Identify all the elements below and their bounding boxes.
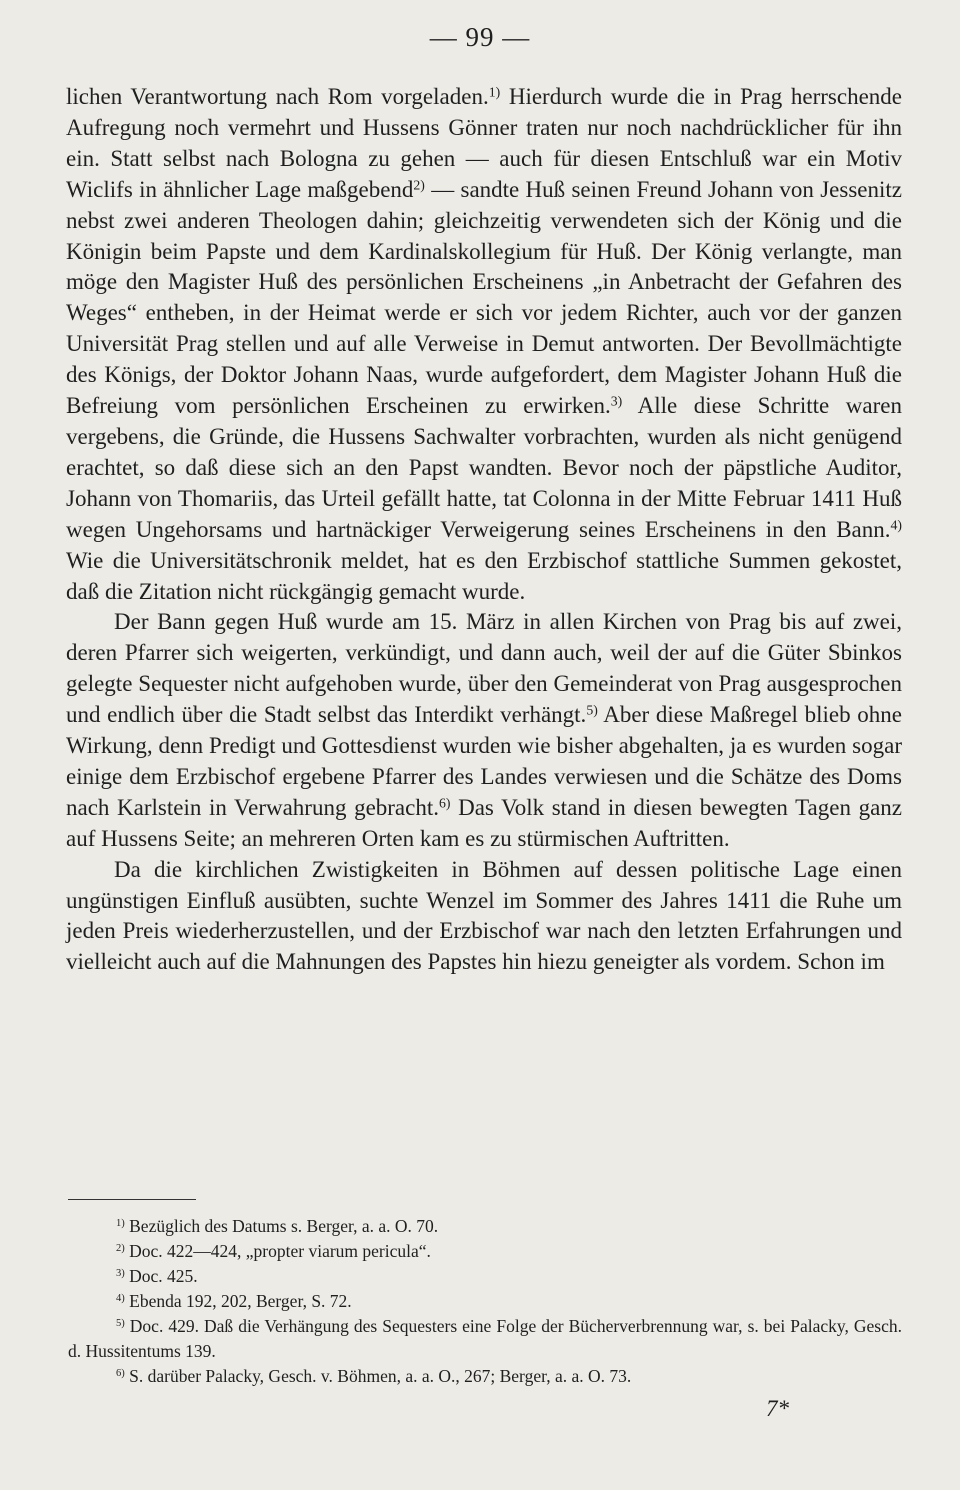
footnote [68,1314,902,1364]
text-run: Hierdurch wurde die in Prag herrschende Aufregung noch vermehrt und Hussens Gönner traten nur noch nachdrücklicher für ihn ein. Statt selbst nach Bologna zu gehen — auch für diesen Entschluß war ein Motiv Wiclifs in ähnlicher Lage maßgebend [66,84,902,202]
footnote-text: Doc. 425. [129,1266,198,1286]
text-run: Aber diese Maßregel blieb ohne Wirkung, denn Predigt und Gottesdienst wurden wie bisher abgehalten, ja es wurden sogar einige dem Erzbischof ergebene Pfarrer des Landes verwiesen und die Schätze des Doms nach Karlstein in Verwahrung gebracht. [66,702,902,820]
text-run: Da die kirchlichen Zwistigkeiten in Böhmen auf dessen politische Lage einen ungünstigen Einfluß ausübten, suchte Wenzel im Sommer des Jahres 1411 die Ruhe um jeden Preis wiederherzustellen, und der Erzbischof war nach den letzten Erfahrungen und vielleicht auch auf die Mahnungen des Papstes hin hiezu geneigter als vordem. Schon im [66,856,902,975]
text-run: — sandte Huß seinen Freund Johann von Jessenitz nebst zwei anderen Theologen dahin; gleichzeitig verwendeten sich der König und die Königin beim Papste und dem Kardinalskollegium für Huß. Der König verlangte, man möge den Magister Huß des persönlichen Erscheinens „in Anbetracht der Gefahren des Weges“ entheben, in der Heimat werde er sich vor jedem Richter, auch vor der ganzen Universität Prag stellen und auf alle Verweise in Demut antworten. Der Bevollmächtigte des Königs, der Doktor Johann Naas, wurde aufgefordert, dem Magister Johann Huß die Befreiung vom persönlichen Erscheinen zu erwirken. [66,176,902,419]
footnotes [68,1214,902,1389]
page-number: — 99 — [429,22,531,52]
text-run: Alle diese Schritte waren vergebens, die Gründe, die Hussens Sachwalter vorbrachten, wurden als nicht genügend erachtet, so daß diese sich an den Papst wandten. Bevor noch der päpstliche Auditor, Johann von Thomariis, das Urteil gefällt hatte, tat Colonna in der Mitte Februar 1411 Huß wegen Ungehorsams und hartnäckiger Verweigerung seines Erscheinens in den Bann. [66,393,902,542]
paragraph [66,607,902,854]
text-run: Der Bann gegen Huß wurde am 15. März in allen Kirchen von Prag bis auf zwei, deren Pfarrer sich weigerten, verkündigt, und dann auch, weil der auf die Güter Sbinkos gelegte Sequester nicht aufgehoben wurde, über den Gemeinderat von Prag ausgesprochen und endlich über die Stadt selbst das Interdikt verhängt. [66,609,902,728]
footnote [68,1214,902,1239]
footnote-text: Doc. 422—424, „propter viarum pericula“. [129,1241,431,1261]
footnote-ref: 5) [586,702,598,718]
footnote-mark: 5) [116,1318,125,1330]
footnote-text: S. darüber Palacky, Gesch. v. Böhmen, a. a. O., 267; Berger, a. a. O. 73. [129,1366,632,1386]
paragraph [66,82,902,607]
footnote [68,1364,902,1389]
footnote-ref: 4) [890,517,902,533]
signature-mark: 7* [766,1396,789,1421]
footnote-text: Bezüglich des Datums s. Berger, a. a. O. 70. [129,1216,439,1236]
footnote-ref: 6) [439,795,451,811]
text-run: Das Volk stand in diesen bewegten Tagen ganz auf Hussens Seite; an mehreren Orten kam es zu stürmischen Auftritten. [66,794,903,851]
footnote-separator [68,1199,196,1200]
footnote-mark: 6) [116,1368,125,1380]
footnote [68,1289,902,1314]
footnote [68,1239,902,1264]
main-text [66,82,902,978]
text-run: lichen Verantwortung nach Rom vorgeladen. [66,84,489,109]
footnote-text: Ebenda 192, 202, Berger, S. 72. [129,1291,352,1311]
text-run: Wie die Universitätschronik meldet, hat es den Erzbischof stattliche Summen gekostet, daß die Zitation nicht rückgängig gemacht wurde. [66,547,902,604]
footnote-mark: 1) [116,1218,125,1230]
footnote-text: Doc. 429. Daß die Verhängung des Sequesters eine Folge der Bücherverbrennung war, s. bei Palacky, Gesch. d. Hussitentums 139. [68,1316,903,1361]
paragraph [66,855,902,979]
footnote-ref: 2) [413,177,425,193]
footnote-ref: 1) [488,84,501,100]
footnote-mark: 3) [116,1268,125,1280]
footnote-mark: 4) [116,1293,125,1305]
footnote-mark: 2) [116,1243,125,1255]
footnote-ref: 3) [610,393,623,409]
footnote [68,1264,902,1289]
